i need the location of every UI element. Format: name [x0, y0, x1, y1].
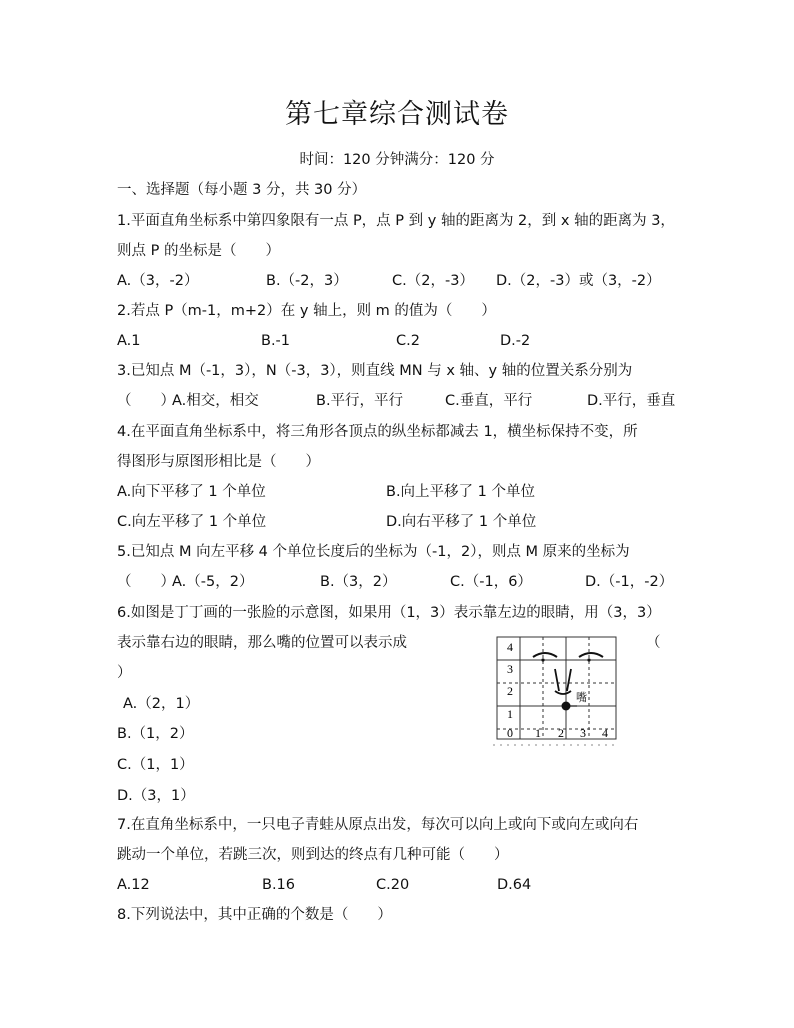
y-label-4: 4 [507, 640, 513, 654]
q5-option-d: D.（-1，-2） [585, 574, 674, 590]
q6-stem-line1: 6.如图是丁丁画的一张脸的示意图，如果用（1，3）表示靠左边的眼睛，用（3，3） [117, 605, 661, 621]
q7-stem-line2: 跳动一个单位，若跳三次，则到达的终点有几种可能（ ） [117, 847, 509, 863]
q2-option-a: A.1 [117, 333, 141, 349]
q2-option-c: C.2 [396, 333, 420, 349]
x-label-1: 1 [535, 726, 541, 740]
q2-option-d: D.-2 [500, 333, 531, 349]
q3-paren: （ ） [117, 393, 175, 409]
q4-stem-line1: 4.在平面直角坐标系中，将三角形各顶点的纵坐标都减去 1，横坐标保持不变，所 [117, 424, 638, 440]
q6-option-a: A.（2，1） [123, 696, 200, 712]
q1-option-d: D.（2，-3）或（3，-2） [496, 273, 661, 289]
y-label-2: 2 [507, 684, 513, 698]
q6-option-d: D.（3，1） [117, 788, 195, 804]
q4-option-c: C.向左平移了 1 个单位 [117, 514, 267, 530]
q6-paren-open: （ [646, 635, 661, 651]
face-diagram [493, 633, 623, 751]
q3-stem: 3.已知点 M（-1，3），N（-3，3），则直线 MN 与 x 轴、y 轴的位置关系分别为 [117, 363, 633, 379]
q1-stem-line1: 1.平面直角坐标系中第四象限有一点 P，点 P 到 y 轴的距离为 2，到 x 轴的距离为 3， [117, 213, 675, 229]
q3-option-b: B.平行，平行 [316, 393, 404, 409]
q3-option-c: C.垂直，平行 [445, 393, 533, 409]
right-eye-icon [579, 653, 603, 657]
grid-lines [497, 637, 616, 739]
q5-stem: 5.已知点 M 向左平移 4 个单位长度后的坐标为（-1，2），则点 M 原来的坐标为 [117, 544, 630, 560]
q3-option-d: D.平行，垂直 [587, 393, 676, 409]
left-eye-icon [533, 653, 557, 657]
page-title: 第七章综合测试卷 [285, 99, 509, 130]
q1-option-b: B.（-2，3） [266, 273, 348, 289]
x-label-2: 2 [558, 726, 564, 740]
q7-option-a: A.12 [117, 877, 150, 893]
exam-meta: 时间：120 分钟满分：120 分 [299, 152, 495, 168]
q6-paren-close: ） [117, 665, 132, 681]
q1-option-a: A.（3，-2） [117, 273, 199, 289]
q4-option-a: A.向下平移了 1 个单位 [117, 484, 266, 500]
q6-option-c: C.（1，1） [117, 757, 194, 773]
q1-option-c: C.（2，-3） [392, 273, 474, 289]
q6-option-b: B.（1，2） [117, 726, 194, 742]
q4-option-b: B.向上平移了 1 个单位 [386, 484, 535, 500]
q5-option-c: C.（-1，6） [450, 574, 532, 590]
y-label-3: 3 [507, 662, 513, 676]
y-label-1: 1 [507, 707, 513, 721]
q1-stem-line2: 则点 P 的坐标是（ ） [117, 243, 280, 259]
q5-option-b: B.（3，2） [320, 574, 397, 590]
q4-option-d: D.向右平移了 1 个单位 [386, 514, 537, 530]
x-label-4: 4 [602, 726, 608, 740]
q7-option-b: B.16 [262, 877, 296, 893]
x-label-0: 0 [507, 726, 513, 740]
q3-option-a: A.相交，相交 [172, 393, 259, 409]
q7-option-d: D.64 [497, 877, 532, 893]
q2-option-b: B.-1 [261, 333, 291, 349]
face-grid-svg [493, 633, 623, 751]
q4-stem-line2: 得图形与原图形相比是（ ） [117, 454, 320, 470]
section-heading: 一、选择题（每小题 3 分，共 30 分） [117, 182, 367, 198]
q7-option-c: C.20 [376, 877, 410, 893]
q6-stem-line2: 表示靠右边的眼睛，那么嘴的位置可以表示成 [117, 635, 407, 651]
mouth-label: 嘴 [576, 691, 587, 704]
right-eye-dot [587, 658, 590, 661]
nose-icon [555, 669, 571, 694]
q2-stem: 2.若点 P（m-1，m+2）在 y 轴上，则 m 的值为（ ） [117, 303, 496, 319]
q5-paren: （ ） [117, 574, 175, 590]
q7-stem-line1: 7.在直角坐标系中，一只电子青蛙从原点出发，每次可以向上或向下或向左或向右 [117, 817, 639, 833]
left-eye-dot [541, 658, 544, 661]
q8-stem: 8.下列说法中，其中正确的个数是（ ） [117, 907, 392, 923]
q5-option-a: A.（-5，2） [172, 574, 254, 590]
x-label-3: 3 [580, 726, 586, 740]
